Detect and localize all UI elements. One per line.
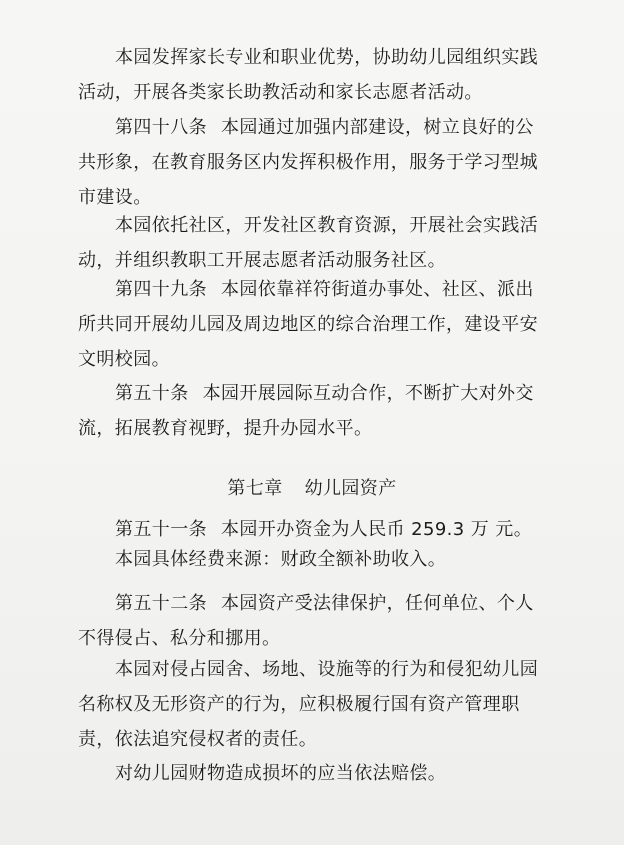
article-text: 本园开展园际互动合作，不断扩大对外交流，拓展教育视野，提升办园水平。 — [78, 383, 534, 439]
paragraph-text: 本园对侵占园舍、场地、设施等的行为和侵犯幼儿园名称权及无形资产的行为，应积极履行国有资产管理职责，依法追究侵权者的责任。 — [78, 659, 539, 750]
article-49 — [78, 272, 548, 377]
paragraph-infringement — [78, 652, 548, 757]
paragraph-compensation — [78, 756, 548, 791]
chapter-title: 幼儿园资产 — [304, 478, 397, 499]
article-number: 第五十条 — [115, 383, 189, 404]
article-text: 本园资产受法律保护，任何单位、个人不得侵占、私分和挪用。 — [78, 593, 534, 649]
article-text: 本园依靠祥符街道办事处、社区、派出所共同开展幼儿园及周边地区的综合治理工作，建设平安文明校园。 — [78, 279, 538, 370]
article-text: 本园通过加强内部建设，树立良好的公共形象，在教育服务区内发挥积极作用，服务于学习型城市建设。 — [78, 117, 538, 208]
paragraph-community — [78, 208, 548, 278]
paragraph-parent-volunteers — [78, 40, 548, 110]
chapter-number: 第七章 — [227, 478, 283, 499]
paragraph-text: 本园具体经费来源：财政全额补助收入。 — [115, 549, 447, 570]
paragraph-text: 本园发挥家长专业和职业优势，协助幼儿园组织实践活动，开展各类家长助教活动和家长志愿者活动。 — [78, 47, 539, 103]
article-number: 第五十一条 — [115, 519, 207, 540]
paragraph-funding-source — [78, 542, 548, 577]
article-50 — [78, 376, 548, 446]
chapter-heading — [0, 474, 624, 504]
paragraph-text: 本园依托社区，开发社区教育资源，开展社会实践活动，并组织教职工开展志愿者活动服务社区。 — [78, 215, 539, 271]
article-text: 本园开办资金为人民币 259.3 万 元。 — [221, 519, 533, 540]
article-52 — [78, 586, 548, 656]
article-number: 第五十二条 — [115, 593, 207, 614]
article-48 — [78, 110, 548, 215]
paragraph-text: 对幼儿园财物造成损坏的应当依法赔偿。 — [115, 763, 447, 784]
article-number: 第四十八条 — [115, 117, 207, 138]
article-number: 第四十九条 — [115, 279, 207, 300]
